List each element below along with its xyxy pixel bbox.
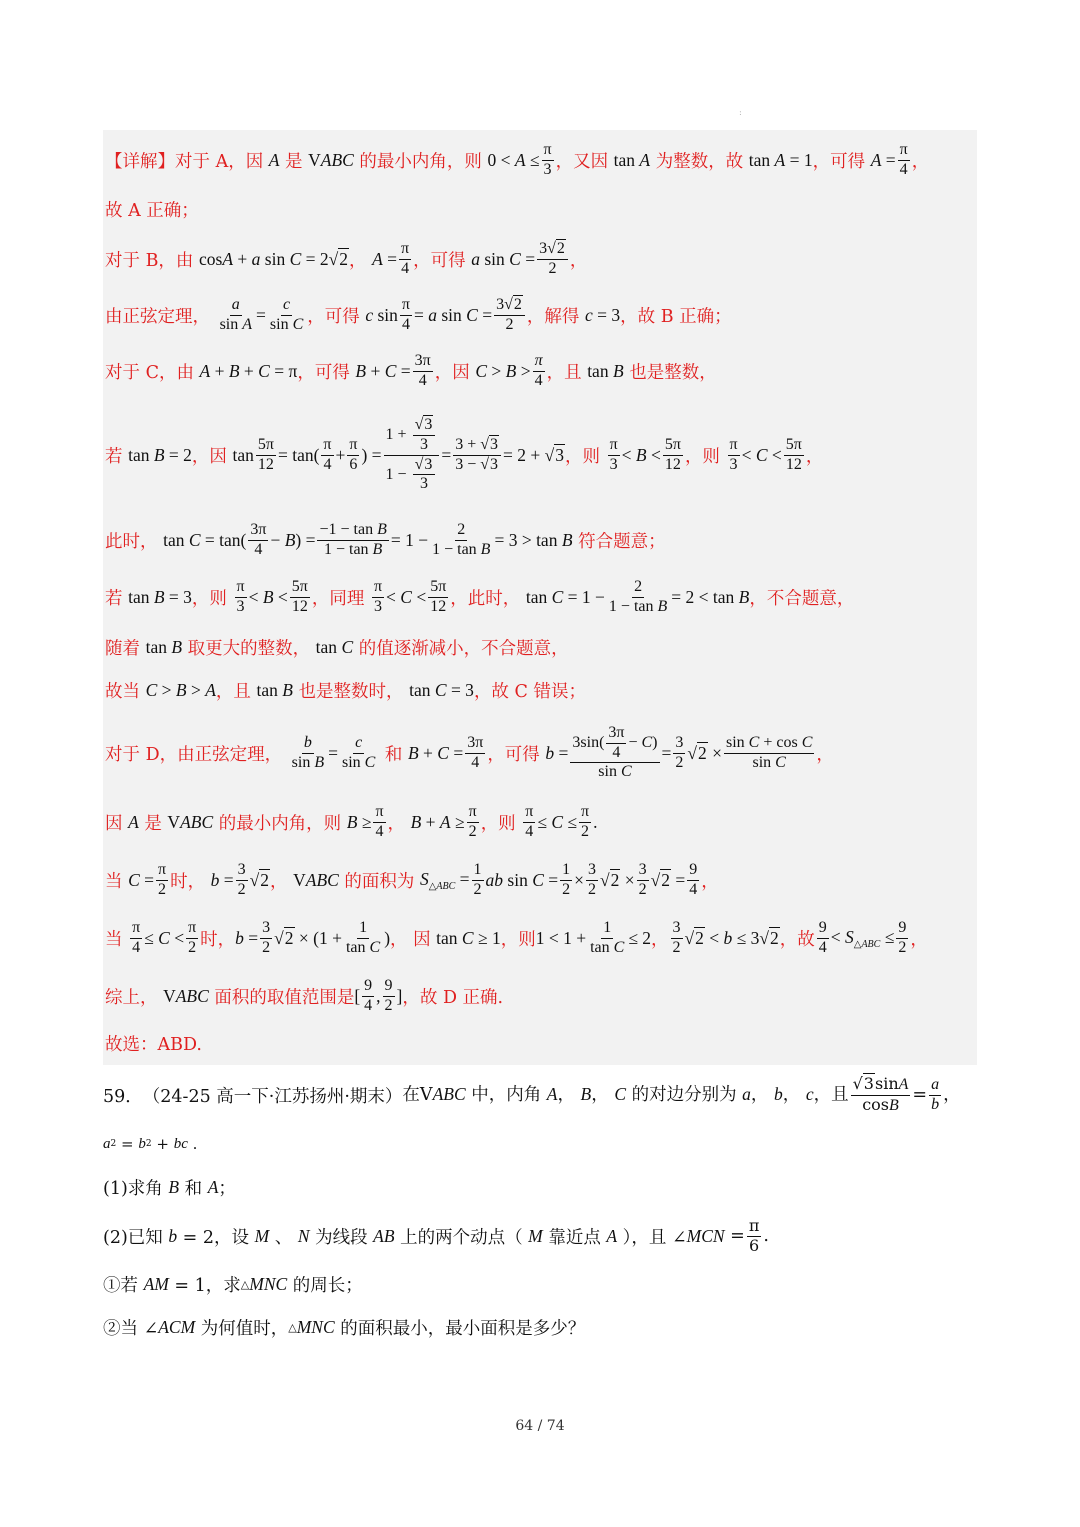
- solution-line-2: 对于 B，由 cosA + a sin C = 2√2 ， A = $\frac{\pi}{4}$ ，可得 a sin C = $\frac{3√2}{2}$ ，: [105, 239, 588, 277]
- question-part-2-2: ②当 ∠ ACM 为何值时， △ MNC 的面积最小，最小面积是多少？: [103, 1316, 586, 1339]
- question-stem-text: 在VABC 中，内角 A， B， C 的对边分别为 a， b， c，且 $\frac{√3\sin A}{\cos B}$ = $\frac{a}{b}$ ，: [402, 1073, 961, 1114]
- page-number: 64 / 74: [515, 1418, 565, 1434]
- question-part-2-1: ①若 AM = 1，求 △ MNC 的周长；: [103, 1273, 363, 1296]
- solution-line-11: 因 A 是 VABC 的最小内角，则 B ≥ $\frac{\pi}{4}$ ， B + A ≥ $\frac{\pi}{2}$ ，则 $\frac{\pi}{4}$ ≤ C ≤ $\frac{\pi}{2}$ .: [105, 802, 598, 840]
- question-condition: a 2 = b 2 + bc .: [103, 1135, 198, 1153]
- solution-line-6: 此时， tan C = tan( $\frac{3\pi}{4}$ − B) = $\frac{\text{−1 − tan B}}{\text{1 − tan B}}$ = 1 − $\frac{2}{\text{1 − tan B}}$ = 3 > tan B 符合题意；: [105, 520, 666, 558]
- solution-tag: 【详解】: [105, 151, 175, 172]
- scan-mark: ː: [739, 108, 742, 117]
- solution-line-3: 由正弦定理， $\frac{a}{\text{sin A}}$ = $\frac{c}{\text{sin C}}$ ，可得 c sin $\frac{\pi}{4}$ = a sin C = $\frac{3√2}{2}$ ，解得 c = 3 ，故 B 正确；: [105, 295, 732, 333]
- solution-line-13: 当 $\frac{\pi}{4}$ ≤ C < $\frac{\pi}{2}$ 时， b = $\frac{3}{2}$ √2 × (1 + $\frac{1}{\text{tan C}}$ ) ， 因 tan C ≥ 1 ，则 1 < 1 + $\frac{1}{\text{tan C}}$ ≤ 2 ， $\frac{3}{2}$ √2 < b ≤ 3√2 ，故 $\frac{9}{4}$ < $S_{\triangle ABC}$ ≤ $\frac{9}{2}$ ，: [105, 918, 928, 956]
- solution-line-1: 故 A 正确；: [105, 200, 199, 221]
- solution-line-12: 当 C = $\frac{\pi}{2}$ 时， b = $\frac{3}{2}$ √2 ， VABC 的面积为 $S_{\triangle ABC}$ = $\frac{1}{2}$ ab sin C = $\frac{1}{2}$ × $\frac{3}{2}$ √2 × $\frac{3}{2}$ √2 = $\frac{9}{4}$ ，: [105, 860, 719, 898]
- solution-line-0: 【详解】 对于 A，因 A 是 VABC 的最小内角，则 0 < A ≤ $\frac{\pi}{3}$ ，又因 tan A 为整数，故 tan A = 1 ，可得 A = $\frac{\pi}{4}$ ，: [105, 140, 930, 178]
- solution-line-5: 若 tan B = 2 ，因 tan $\frac{5\pi}{12}$ = tan( $\frac{\pi}{4}$ + $\frac{\pi}{6}$ ) = 1 + $\frac{√3}{3}$ 1 − $\frac{√3}{3}$ = $\frac{3 + √3}{3 - √3}$ = 2 + √3 ，则 $\frac{\pi}{3}$ < B < $\frac{5\pi}{12}$ ，则 $\frac{\pi}{3}$ < C < $\frac{5\pi}{12}$ ，: [105, 415, 824, 493]
- solution-box: [103, 130, 977, 1065]
- question-stem: [103, 1070, 977, 1120]
- solution-line-4: 对于 C，由 A + B + C = π ，可得 B + C = $\frac{3\pi}{4}$ ，因 C > B > $\frac{\pi}{4}$ ，且 tan B 也是整数，: [105, 351, 717, 389]
- solution-line-8: 随着 tan B 取更大的整数， tan C 的值逐渐减小，不合题意，: [105, 636, 569, 659]
- question-part-1: (1)求角 B 和 A ；: [103, 1176, 236, 1199]
- solution-line-14: 综上， VABC 面积的取值范围是 [ $\frac{9}{4}$ , $\frac{9}{2}$ ] ，故 D 正确.: [105, 976, 504, 1014]
- question-part-2: (2)已知 b = 2，设 M 、 N 为线段 AB 上的两个动点（ M 靠近点 A ），且 ∠ MCN = $\frac{\pi}{6}$ .: [103, 1215, 769, 1255]
- solution-line-7: 若 tan B = 3 ，则 $\frac{\pi}{3}$ < B < $\frac{5\pi}{12}$ ，同理 $\frac{\pi}{3}$ < C < $\frac{5\pi}{12}$ ，此时， tan C = 1 − $\frac{2}{\text{1 − tan B}}$ = 2 < tan B ，不合题意，: [105, 577, 855, 615]
- solution-line-10: 对于 D，由正弦定理， $\frac{b}{\text{sin B}}$ = $\frac{c}{\text{sin C}}$ 和 B + C = $\frac{3\pi}{4}$ ，可得 b = 3sin( $\frac{3\pi}{4}$ − C) sin C = $\frac{3}{2}$ √2 × $\frac{\text{sin C + cos C}}{\text{sin C}}$ ，: [105, 723, 834, 781]
- solution-line-9: 故当 C > B > A ，且 tan B 也是整数时， tan C = 3 ，故 C 错误；: [105, 679, 586, 702]
- question-source: （24-25 高一下·江苏扬州·期末）: [142, 1086, 403, 1107]
- solution-line-15: 故选：ABD.: [105, 1034, 202, 1055]
- question-number: 59．: [103, 1086, 143, 1107]
